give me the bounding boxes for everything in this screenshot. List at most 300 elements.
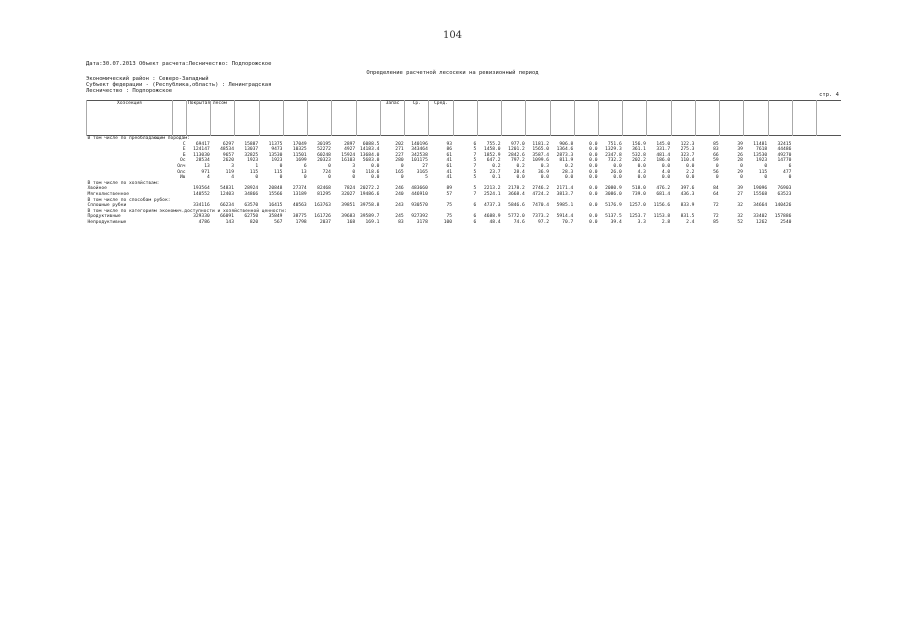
species-code [173,220,187,226]
table-cell: 15568 [753,191,768,197]
table-cell: 2171.4 [556,186,574,192]
table-cell: 66234 [220,203,234,209]
table-cell: 89 [446,186,453,192]
table-cell: 4.3 [637,169,646,175]
table-cell: 10325 [292,147,307,153]
table-cell: 20323 [317,158,331,164]
table-cell: 1923 [271,158,283,164]
column-header [453,101,477,136]
table-cell: 0.2 [564,163,574,169]
table-cell: 156.9 [632,141,646,147]
column-header [744,101,768,136]
table-cell: 72 [713,203,719,209]
table-cell: 75 [446,203,453,209]
table-cell: 3 [352,163,356,169]
table-cell: 0 [788,175,792,181]
table-cell: 0 [328,175,331,181]
table-cell: 1181.2 [532,141,550,147]
table-cell: 3 [231,163,234,169]
table-cell: 5683.0 [362,158,380,164]
column-header: Запас [380,101,404,136]
column-header [332,101,356,136]
table-cell: 28.4 [513,169,525,175]
table-cell: 32825 [244,152,259,158]
table-cell: 334116 [193,203,210,209]
table-cell: 5 [473,186,477,192]
table-cell: 5 [473,175,477,181]
table-cell: 115 [274,169,283,175]
table-cell: 1262 [756,219,768,225]
table-cell: 0.0 [564,175,574,181]
table-cell: 100 [443,219,453,225]
table-cell: 1852.9 [483,152,501,158]
table-cell: 13684.0 [360,152,380,158]
table-cell: 186.0 [656,158,671,164]
table-cell: 4688.9 [483,214,501,220]
table-cell: 0.0 [589,163,598,169]
table-cell: 331.7 [656,147,671,153]
table-cell: 4 [206,175,210,181]
table-cell: 0 [352,175,356,181]
table-cell: 476.2 [656,186,671,192]
table-cell: 13530 [753,152,768,158]
table-cell: 3587.4 [532,152,550,158]
table-cell: 245 [395,214,404,220]
table-cell: 0.0 [540,175,550,181]
table-cell: 39 [737,147,743,153]
table-cell: 0.0 [613,175,622,181]
table-cell: 0 [400,163,404,169]
table-cell: 811.9 [559,158,574,164]
table-cell: 0.0 [589,147,598,153]
table-cell: 3086.0 [605,191,622,197]
table-cell: 2897 [344,141,356,147]
header-line-date: Дата:30.07.2013 Объект расчета:Лесничество: Подпорожское [86,61,272,67]
table-cell: 13530 [268,152,283,158]
table-cell: 243 [395,203,404,209]
table-cell: 119 [225,169,234,175]
table-cell: 227 [395,152,404,158]
column-header [283,101,307,136]
section-label: В том числе по способам рубок: [87,197,171,203]
table-cell: 0.0 [589,203,598,209]
document-title: Определение расчетной лесосеки на ревизионный период [366,70,539,76]
table-cell: 930570 [411,203,428,209]
row-label: Сплошные рубки [87,203,127,209]
table-cell: 56 [713,169,719,175]
table-cell: 0 [303,175,307,181]
table-cell: 567 [274,219,283,225]
table-cell: 329330 [193,214,210,220]
table-cell: 52272 [317,147,331,153]
table-cell: 5846.6 [508,203,525,209]
table-cell: 4786 [198,219,210,225]
row-label: Хвойное [87,186,107,192]
table-cell: 0.0 [589,158,598,164]
table-cell: 6 [473,219,477,225]
table-cell: 323.7 [680,152,695,158]
header-line-forestry: Лесничество : Подпорожское [86,88,173,94]
table-cell: 54831 [220,186,234,192]
table-cell: 1 [255,163,259,169]
table-cell: 724 [322,169,331,175]
table-cell: 6 [473,203,477,209]
table-cell: 4927 [344,147,356,153]
table-cell: 0 [328,163,331,169]
table-cell: 2.4 [686,219,695,225]
column-header [768,101,792,136]
column-header [598,101,622,136]
column-header: Сред. [429,101,453,136]
table-cell: 28 [737,158,743,164]
table-cell: 75 [446,214,453,220]
table-cell: 16103 [341,158,356,164]
table-header [87,101,842,136]
table-cell: 41 [446,169,453,175]
table-cell: 0 [255,175,259,181]
table-cell: 110.4 [680,158,695,164]
table-cell: 1329.3 [605,147,622,153]
table-cell: 751.6 [607,141,622,147]
table-cell: 1201.2 [508,147,525,153]
table-cell: 0.0 [589,175,598,181]
table-cell: 157886 [774,214,792,220]
table-cell: 2037 [319,219,331,225]
table-cell: 0.0 [516,175,525,181]
table-cell: 0.0 [589,219,598,225]
column-header: Хозсекция [87,101,173,136]
table-cell: 0.0 [371,175,380,181]
table-cell: 81295 [317,191,331,197]
table-cell: 15566 [268,191,283,197]
table-cell: 26.0 [610,169,622,175]
table-cell: 36.9 [537,169,550,175]
table-cell: 63570 [244,203,259,209]
table-cell: 41 [446,175,453,181]
row-label: Мягколиственное [87,191,129,197]
table-cell: 30195 [317,141,331,147]
table-cell: 0.0 [589,141,598,147]
table-cell: 1253.7 [629,214,646,220]
table-cell: 739.0 [632,191,646,197]
table-cell: 342538 [411,152,428,158]
table-cell: 906.8 [559,141,574,147]
table-cell: 52 [737,219,743,225]
table-cell: 23.7 [489,169,501,175]
page-label: стр. 4 [819,92,839,98]
column-header: Ср. [405,101,429,136]
table-cell: 0 [740,163,743,169]
table-cell: 240 [395,191,404,197]
table-cell: 0 [279,175,283,181]
table-cell: 32 [737,203,743,209]
table-cell: 732.2 [607,158,622,164]
table-cell: 113030 [193,152,210,158]
table-cell: 122.3 [680,141,695,147]
table-cell: 2524.1 [483,191,501,197]
table-cell: 83 [713,147,719,153]
table-cell: 97.2 [537,219,550,225]
table-cell: 1923 [756,158,768,164]
table-cell: 6 [788,163,792,169]
table-cell: 2620 [222,158,234,164]
table-cell: 0 [764,175,768,181]
table-cell: 27 [737,191,743,197]
table-cell: 681.4 [656,191,671,197]
table-cell: 0.0 [661,163,671,169]
table-cell: 62750 [244,214,259,220]
table-cell: 28534 [195,158,210,164]
table-cell: 477 [783,169,792,175]
table-cell: 124147 [193,147,210,153]
table-cell: 61 [446,163,453,169]
table-cell: 0 [279,163,283,169]
table-cell: 7 [473,163,477,169]
table-cell: 39851 [341,203,356,209]
table-cell: 163763 [314,203,331,209]
table-cell: 39 [737,141,743,147]
species-code: Олс [177,169,186,175]
table-cell: 483660 [411,186,428,192]
table-cell: 82468 [317,186,331,192]
header-line-region: Экономический район : Северо-Западный [86,76,209,82]
table-cell: 0.0 [661,175,671,181]
table-cell: 0.2 [492,163,501,169]
table-cell: 1364.6 [556,147,574,153]
table-cell: 755.2 [486,141,501,147]
table-cell: 0.0 [589,191,598,197]
table-cell: 2873.3 [556,152,574,158]
table-cell: 202 [395,141,404,147]
table-cell: 271 [395,147,404,153]
table-cell: 2.8 [661,219,671,225]
table-cell: 5 [473,158,477,164]
table-cell: 12403 [220,191,234,197]
table-cell: 977.0 [510,141,525,147]
table-cell: 971 [201,169,210,175]
table-cell: 11481 [753,141,768,147]
table-cell: 85 [713,141,719,147]
table-cell: 15924 [341,152,356,158]
table-cell: 85 [713,219,719,225]
table-cell: 0 [400,175,404,181]
table-cell: 76903 [777,186,792,192]
table-cell: 3178 [416,219,428,225]
table-cell: 115 [758,169,768,175]
table-cell: 797.2 [510,158,525,164]
table-cell: 1257.0 [629,203,646,209]
column-header [173,101,187,136]
table-cell: 2842.6 [508,152,525,158]
table-cell: 13 [301,169,307,175]
table-cell: 5 [473,147,477,153]
table-cell: 5176.9 [605,203,622,209]
table-cell: 165 [395,169,404,175]
table-header-row [87,101,842,136]
table-cell: 0.0 [589,186,598,192]
table-cell: 9473 [271,147,283,153]
column-header [477,101,501,136]
table-cell [817,220,841,226]
table-cell: 115 [249,169,259,175]
table-cell: 1699 [295,158,307,164]
table-cell: 41 [446,158,453,164]
table-cell: 4737.3 [483,203,501,209]
table-cell: 446910 [411,191,428,197]
table-cell: 0.1 [492,175,501,181]
table-cell: 64 [713,191,719,197]
section-label: В том числе по преобладающим породам: [87,136,190,141]
column-header [671,101,695,136]
table-cell: 0.0 [589,214,598,220]
column-header [308,101,332,136]
table-cell: 66091 [220,214,234,220]
table-cell: 7 [473,191,477,197]
table-cell: 7618 [756,147,768,153]
table-cell: 6 [303,163,307,169]
table-cell: 1156.6 [653,203,671,209]
table-cell: 246 [395,186,404,192]
table-cell: 59 [713,158,719,164]
table-cell: 5772.0 [508,214,525,220]
table-cell: 3813.7 [556,191,574,197]
table-cell: 436.3 [680,191,695,197]
table-cell: 28924 [244,186,259,192]
column-header [792,101,816,136]
table-cell: 140426 [774,203,792,209]
table-cell: 275.3 [680,147,695,153]
table-cell: 13037 [244,147,259,153]
table-cell: 1565.0 [532,147,550,153]
table-cell: 6297 [222,141,234,147]
table-cell: 15887 [244,141,259,147]
table-cell: 647.2 [486,158,501,164]
table-cell: 140196 [411,141,428,147]
table-cell: 63523 [777,191,792,197]
table-cell: 86 [446,147,453,153]
table-cell: 39 [737,186,743,192]
table-cell: 32027 [341,191,356,197]
table-cell: 11375 [268,141,283,147]
table-cell: 343464 [411,147,428,153]
species-code: Ив [179,175,186,181]
column-header [550,101,574,136]
table-cell: 481.4 [656,152,671,158]
table-cell: 69417 [195,141,210,147]
table-cell: 2540 [780,219,792,225]
table-cell: 39.4 [610,219,622,225]
table-cell: 0.0 [637,175,646,181]
table-cell: 2080.9 [605,186,622,192]
row-label: Непродуктивные [87,219,127,225]
table-cell: 20272.2 [360,186,380,192]
table-cell: 74.6 [513,219,525,225]
table-cell: 169.1 [365,219,380,225]
column-header [356,101,380,136]
table-cell: 0 [740,175,743,181]
table-cell: 57 [446,191,453,197]
table-cell: 38775 [292,214,307,220]
column-header [259,101,283,136]
table-cell: 39683 [341,214,356,220]
table-cell: 193564 [193,186,210,192]
species-code: Олч [177,163,186,169]
header-line-federation: Субъект федерации - (Республика,область) : Ленинградская [86,82,272,88]
species-code: Б [182,152,186,158]
table-cell: 0.0 [637,163,646,169]
report-table [86,100,841,226]
table-cell: 4724.2 [532,191,550,197]
table-cell: 93 [446,141,453,147]
species-code: Ос [179,158,186,164]
column-header [647,101,671,136]
column-header [235,101,259,136]
section-label: В том числе по хозяйствам: [87,180,160,186]
table-cell: 13189 [292,191,307,197]
table-cell: 13 [204,163,210,169]
table-cell: 3.3 [637,219,646,225]
table-cell: 14770 [777,158,792,164]
table-cell: 34866 [244,191,259,197]
table-cell: 0.0 [589,169,598,175]
table-cell: 14183.4 [360,147,380,153]
table-cell: 0.0 [613,163,622,169]
table-cell: 1458.0 [483,147,501,153]
column-header [817,101,841,136]
table-cell: 161726 [314,214,331,220]
table-cell: 72 [713,214,719,220]
table-cell: 0 [764,163,768,169]
table-cell: 48.4 [489,219,501,225]
table-cell: 0.2 [516,163,525,169]
table-cell: 532.8 [632,152,646,158]
table-cell: 33402 [753,214,768,220]
table-cell: 518.0 [632,186,646,192]
column-header [695,101,719,136]
table-cell: 820 [249,219,259,225]
column-header [574,101,598,136]
column-header [502,101,526,136]
table-cell: 66 [713,152,719,158]
table-cell: 831.5 [680,214,695,220]
table-cell: 9657 [222,152,234,158]
table-cell: 927392 [411,214,428,220]
section-label: В том числе по категориям экономич.доступности и хозяйственной ценности: [87,208,287,214]
table-cell: 6 [473,214,477,220]
table-cell: 101175 [411,158,428,164]
table-cell: 4.0 [661,169,671,175]
table-cell: 1798 [295,219,307,225]
table-cell: 49270 [777,152,792,158]
row-label: Продуктивные [87,214,121,220]
table-cell: 0.0 [686,163,695,169]
table-cell: 39758.8 [360,203,380,209]
table-cell: 5985.1 [556,203,574,209]
table-body [87,136,842,226]
table-cell: 39589.7 [360,214,380,220]
page-number: 104 [442,30,463,41]
table-cell: 44486 [777,147,792,153]
table-cell: 361.1 [632,147,646,153]
table-cell: 0 [715,175,719,181]
table-cell: 280 [395,158,404,164]
table-cell: 0.3 [540,163,550,169]
table-cell: 3668.4 [508,191,525,197]
table-cell: 1099.6 [532,158,550,164]
table-cell: 70.7 [562,219,574,225]
table-cell: 26 [737,152,743,158]
table-cell: 2746.2 [532,186,550,192]
